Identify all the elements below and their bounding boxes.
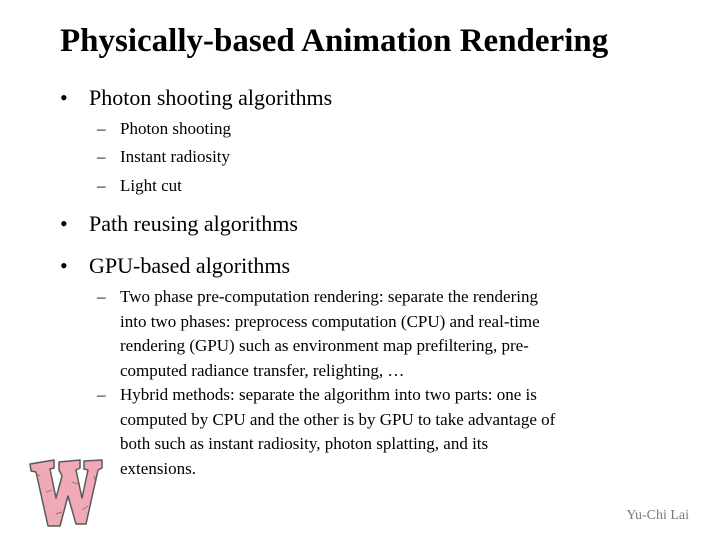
- sub-dash: –: [97, 385, 106, 404]
- sub-item-paragraph: [120, 383, 640, 481]
- bullet-label: GPU-based algorithms: [89, 253, 291, 278]
- paragraph-line: both such as instant radiosity, photon splatting, and its: [120, 434, 489, 453]
- sub-dash: –: [97, 119, 106, 138]
- paragraph-line: extensions.: [120, 458, 197, 478]
- motion-w-logo-icon: [26, 452, 108, 534]
- bullet-label: Path reusing algorithms: [89, 211, 298, 236]
- paragraph-line: computed by CPU and the other is by GPU to take advantage of: [120, 409, 556, 429]
- paragraph-line: Two phase pre-computation rendering: separate the rendering: [120, 287, 538, 306]
- paragraph-line: computed radiance transfer, relighting, …: [120, 360, 405, 380]
- slide-title: Physically-based Animation Rendering: [60, 23, 609, 59]
- footer-author: Yu-Chi Lai: [626, 508, 689, 523]
- sub-item-label: Instant radiosity: [120, 147, 231, 166]
- sub-item-label: Photon shooting: [120, 119, 231, 138]
- paragraph-line: into two phases: preprocess computation (CPU) and real-time: [120, 311, 540, 331]
- bullet-label: Photon shooting algorithms: [89, 85, 333, 110]
- bullet-dot: •: [60, 253, 68, 278]
- paragraph-line: Hybrid methods: separate the algorithm into two parts: one is: [120, 385, 537, 404]
- bullet-dot: •: [60, 85, 68, 110]
- sub-item-label: Light cut: [120, 176, 182, 195]
- sub-item-paragraph: [120, 285, 640, 383]
- paragraph-line: rendering (GPU) such as environment map prefiltering, pre-: [120, 336, 529, 355]
- bullet-dot: •: [60, 211, 68, 236]
- sub-dash: –: [97, 287, 106, 306]
- sub-dash: –: [97, 176, 106, 195]
- sub-dash: –: [97, 147, 106, 166]
